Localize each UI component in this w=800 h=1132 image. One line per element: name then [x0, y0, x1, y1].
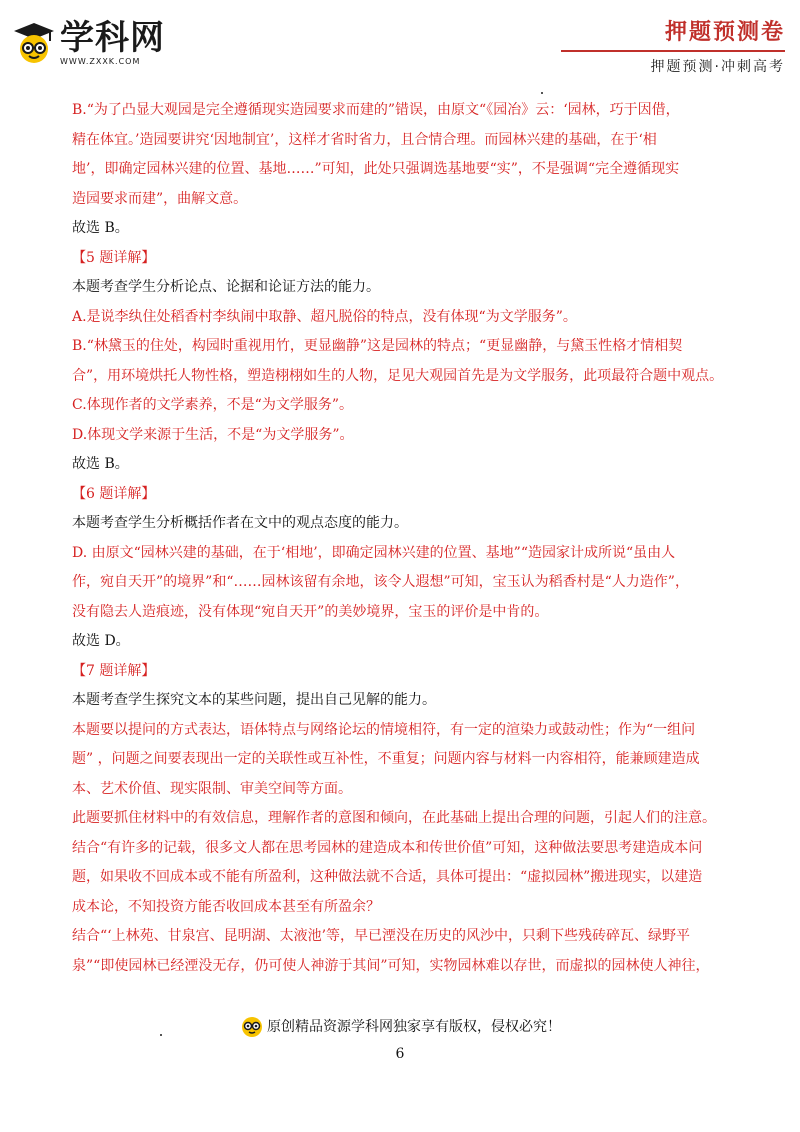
brand-title: 押题预测卷 — [664, 20, 785, 45]
text-line: 本题考查学生分析论点、论据和论证方法的能力。 — [72, 279, 380, 295]
text-line: 本题考查学生探究文本的某些问题，提出自己见解的能力。 — [72, 692, 436, 708]
footer — [0, 1014, 800, 1042]
text-line: 题” ，问题之间要表现出一定的关联性或互补性，不重复；问题内容与材料一内容相符，能兼顾建造成 — [72, 751, 700, 767]
brand-divider — [561, 50, 785, 52]
text-line: A.是说李纨住处稻香村李纨闹中取静、超凡脱俗的特点，没有体现“为文学服务”。 — [72, 308, 577, 325]
section-heading: 【5 题详解】 — [72, 249, 156, 266]
text-line: 精在体宜。’造园要讲究‘因地制宜’，这样才省时省力，且合情合理。而园林兴建的基础，在于‘相 — [72, 131, 657, 148]
text-line: D. 由原文“园林兴建的基础，在于‘相地’，即确定园林兴建的位置、基地”“造园家计成所说“虽由人 — [72, 544, 676, 561]
text-line: 作，宛自天开”的境界”和“……园林该留有余地，该令人遐想”可知，宝玉认为稻香村是“人力造作”， — [72, 574, 689, 590]
text-line: 没有隐去人造痕迹，没有体现“宛自天开”的美妙境界，宝玉的评价是中肯的。 — [72, 603, 549, 620]
section-heading: 【7 题详解】 — [72, 662, 156, 679]
logo-name: 学科网 — [60, 18, 165, 58]
graduate-mascot-icon — [12, 21, 56, 65]
text-line: 结合“‘上林苑、甘泉宫、昆明湖、太液池’等，早已湮没在历史的风沙中，只剩下些残砖碎瓦、绿野平 — [72, 928, 691, 944]
copyright-notice: 原创精品资源学科网独家享有版权，侵权必究！ — [267, 1019, 561, 1035]
section-heading: 【6 题详解】 — [72, 485, 156, 502]
brand-subtitle: 押题预测·冲刺高考 — [650, 59, 785, 75]
text-line: C.体现作者的文学素养，不是“为文学服务”。 — [72, 397, 353, 413]
page-number: 6 — [395, 1046, 405, 1062]
text-line: 造园要求而建”，曲解文意。 — [72, 190, 248, 207]
text-line: 成本论，不知投资方能否收回成本甚至有所盈余？ — [72, 898, 380, 915]
text-line: 本、艺术价值、现实限制、审美空间等方面。 — [72, 780, 352, 797]
text-line: 合”，用环境烘托人物性格，塑造栩栩如生的人物，足见大观园首先是为文学服务，此项最符合题中观点。 — [72, 367, 724, 384]
text-line: 本题考查学生分析概括作者在文中的观点态度的能力。 — [72, 515, 408, 531]
text-line: 结合“有许多的记载，很多文人都在思考园林的建造成本和传世价值”可知，这种做法要思考建造成本问 — [72, 839, 703, 856]
answer-line: 故选 D。 — [72, 633, 130, 649]
text-line: D.体现文学来源于生活，不是“为文学服务”。 — [72, 426, 354, 443]
text-line: B.“林黛玉的住处，构园时重视用竹，更显幽静”这是园林的特点；“更显幽静，与黛玉性格才情相契 — [72, 338, 683, 354]
document-body — [72, 96, 732, 981]
text-line: 泉”“即使园林已经湮没无存，仍可使人神游于其间”可知，实物园林难以存世，而虚拟的园林使人神往， — [72, 957, 710, 974]
text-line: 此题要抓住材料中的有效信息，理解作者的意图和倾向，在此基础上提出合理的问题，引起人们的注意。 — [72, 810, 716, 826]
site-logo[interactable] — [12, 20, 165, 66]
stray-dot — [541, 92, 543, 94]
brand-banner — [651, 20, 785, 76]
text-line: 地’，即确定园林兴建的位置、基地……”可知，此处只强调选基地要“实”，不是强调“完全遵循现实 — [72, 161, 680, 177]
answer-line: 故选 B。 — [72, 220, 129, 236]
text-line: B.“为了凸显大观园是完全遵循现实造园要求而建的”错误，由原文“《园冶》云：‘园林，巧于因借， — [72, 102, 680, 118]
text-line: 本题要以提问的方式表达，语体特点与网络论坛的情境相符，有一定的渲染力或鼓动性；作为“一组问 — [72, 721, 696, 738]
text-line: 题，如果收不回成本或不能有所盈利，这种做法就不合适，具体可提出：“虚拟园林”搬进现实，以建造 — [72, 869, 703, 885]
mascot-icon — [239, 1014, 265, 1038]
logo-url: WWW.ZXXK.COM — [60, 57, 141, 66]
answer-line: 故选 B。 — [72, 456, 129, 472]
